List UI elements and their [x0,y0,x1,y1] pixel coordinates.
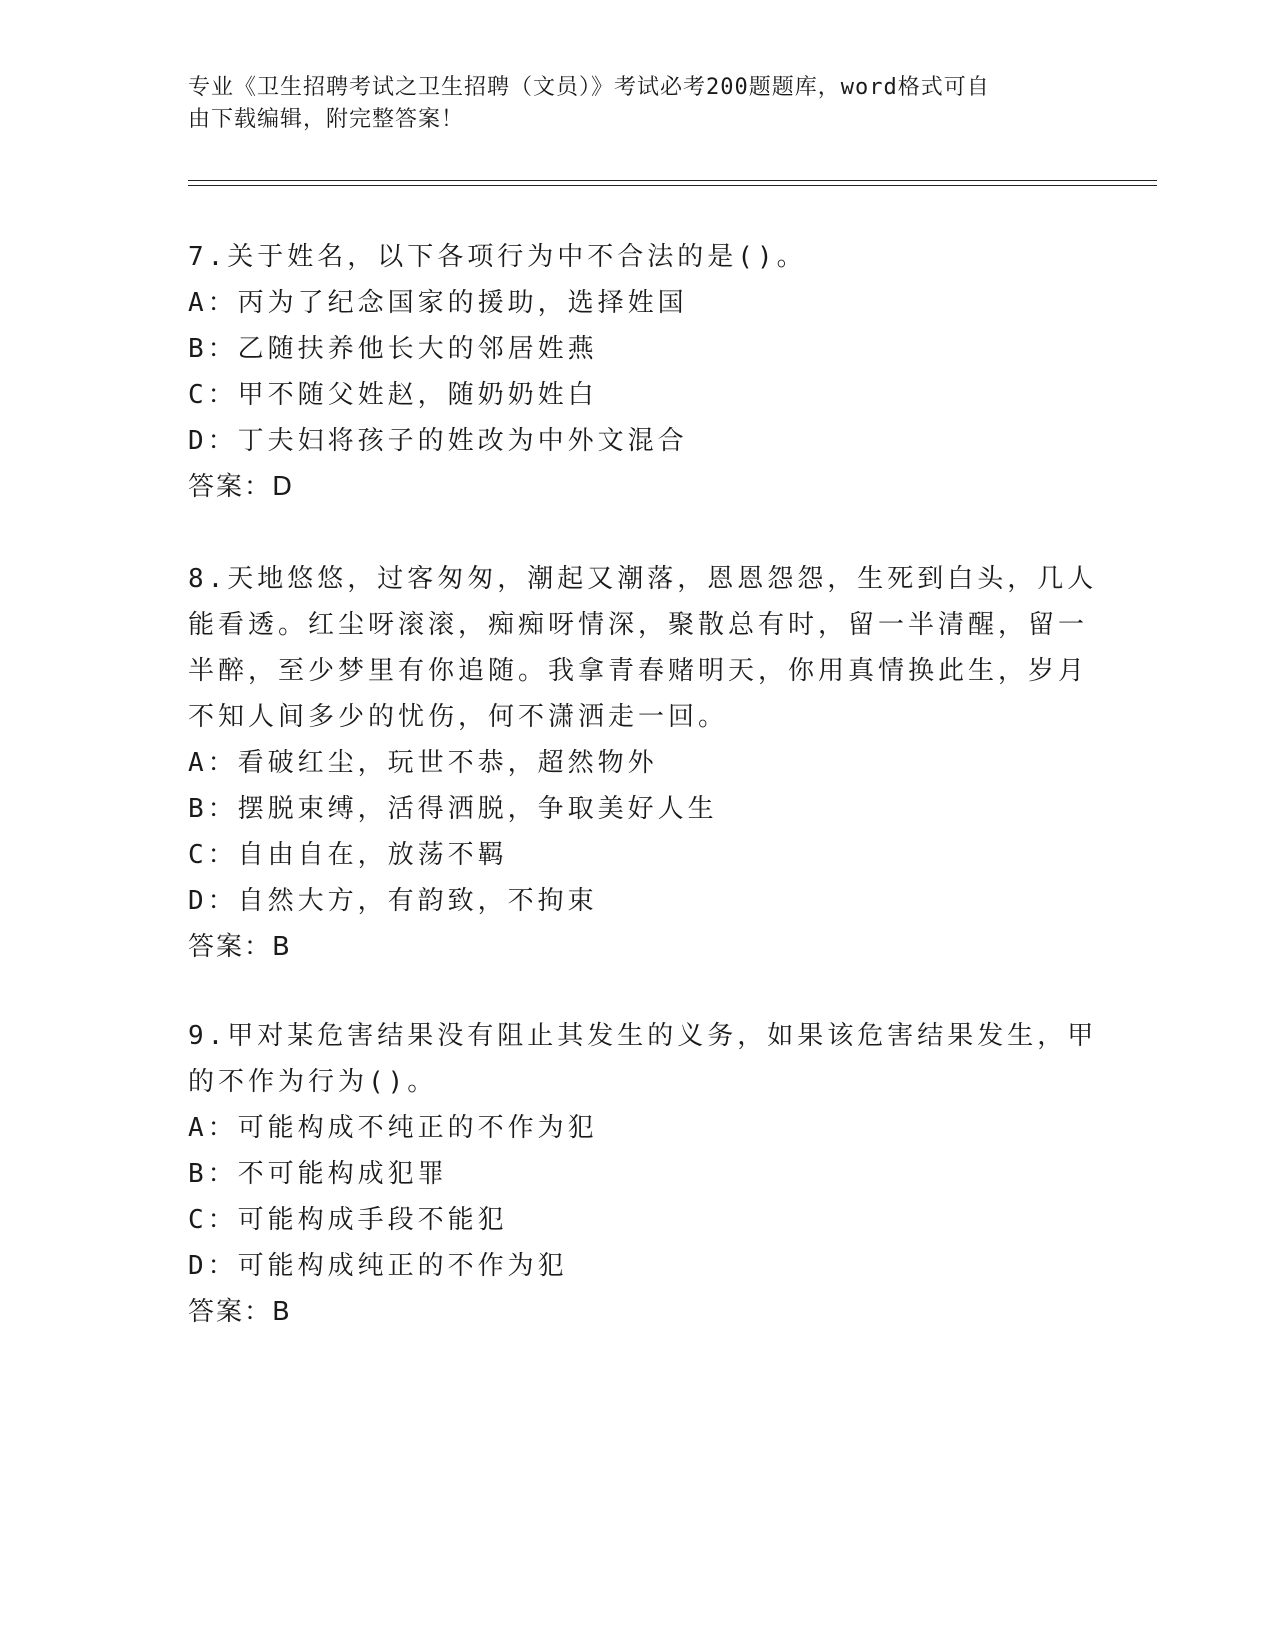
option-d: D：自然大方，有韵致，不拘束 [188,886,598,916]
option-a: A：看破红尘，玩世不恭，超然物外 [188,748,658,778]
option-c: C：可能构成手段不能犯 [188,1205,508,1235]
option-b: B：摆脱束缚，活得洒脱，争取美好人生 [188,794,718,824]
question-stem: 7.关于姓名，以下各项行为中不合法的是()。 [188,242,807,272]
option-d: D：丁夫妇将孩子的姓改为中外文混合 [188,426,688,456]
question-stem: 的不作为行为()。 [188,1067,438,1097]
question-9 [188,1013,1098,1335]
answer: 答案：B [188,1297,292,1327]
question-8 [188,556,1098,970]
option-a: A：丙为了纪念国家的援助，选择姓国 [188,288,688,318]
question-stem: 8.天地悠悠，过客匆匆，潮起又潮落，恩恩怨怨，生死到白头，几人 [188,564,1098,594]
option-b: B：不可能构成犯罪 [188,1159,448,1189]
option-a: A：可能构成不纯正的不作为犯 [188,1113,598,1143]
question-stem: 半醉，至少梦里有你追随。我拿青春赌明天，你用真情换此生，岁月 [188,656,1089,686]
option-c: C：甲不随父姓赵，随奶奶姓白 [188,380,598,410]
option-d: D：可能构成纯正的不作为犯 [188,1251,568,1281]
option-b: B：乙随扶养他长大的邻居姓燕 [188,334,598,364]
option-c: C：自由自在，放荡不羁 [188,840,508,870]
header-divider-bottom [188,185,1157,186]
header-line: 由下载编辑，附完整答案！ [188,107,465,132]
document-header [188,72,1088,136]
question-stem: 不知人间多少的忧伤，何不潇洒走一回。 [188,702,729,732]
answer: 答案：B [188,932,292,962]
header-line: 专业《卫生招聘考试之卫生招聘（文员）》考试必考200题题库，word格式可自 [188,75,990,100]
header-divider-top [188,180,1157,181]
answer: 答案：D [188,472,295,502]
question-stem: 能看透。红尘呀滚滚，痴痴呀情深，聚散总有时，留一半清醒，留一 [188,610,1089,640]
question-7 [188,234,1068,510]
question-stem: 9.甲对某危害结果没有阻止其发生的义务，如果该危害结果发生，甲 [188,1021,1098,1051]
